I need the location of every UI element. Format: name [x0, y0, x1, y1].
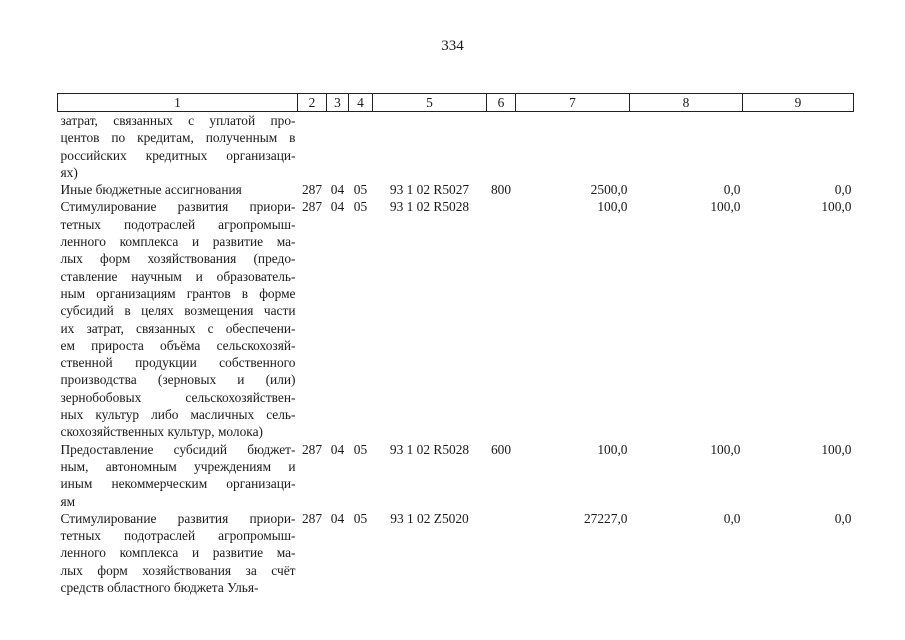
subsection-code: 05 [353, 199, 368, 215]
amount-col-8: 100,0 [710, 199, 741, 215]
header-col-8: 8 [630, 94, 743, 112]
subsection-code: 05 [353, 441, 368, 457]
row-name-cell [58, 510, 298, 596]
row-name-line: российских кредитных организаци- [60, 147, 296, 163]
row-name-line: ленного комплекса и развитие ма- [60, 234, 296, 250]
target-article-code: 93 1 02 R5028 [389, 199, 470, 215]
header-col-2: 2 [298, 94, 327, 112]
row-name-line: Предоставление субсидий бюджет- [60, 441, 296, 457]
row-name-cell [58, 181, 298, 198]
row-name-line: Иные бюджетные ассигнования [60, 182, 242, 198]
budget-table [57, 93, 854, 596]
header-col-9: 9 [743, 94, 854, 112]
row-name-line: лых форм хозяйствования за счёт [60, 562, 296, 578]
ministry-code [298, 112, 327, 182]
table-row [58, 441, 854, 510]
table-body [58, 112, 854, 597]
header-col-3: 3 [327, 94, 349, 112]
target-article-code [373, 112, 487, 182]
row-name-line: производства (зерновых и (или) [60, 372, 296, 388]
header-col-1: 1 [58, 94, 298, 112]
amount-col-7: 27227,0 [583, 510, 628, 526]
header-col-4: 4 [349, 94, 373, 112]
ministry-code: 287 [301, 441, 323, 457]
row-name-line: ным организациям грантов в форме [60, 285, 296, 301]
row-name-line: тетных подотраслей агропромыш- [60, 216, 296, 232]
row-name-line: центов по кредитам, полученным в [60, 130, 296, 146]
row-name-line: зернобобовых сельскохозяйствен- [60, 389, 296, 405]
target-article-code: 93 1 02 R5027 [389, 182, 470, 198]
row-name-line: иным некоммерческим организаци- [60, 476, 296, 492]
header-col-6: 6 [487, 94, 516, 112]
amount-col-8: 0,0 [723, 182, 741, 198]
header-col-7: 7 [516, 94, 630, 112]
row-name-line: ленного комплекса и развитие ма- [60, 545, 296, 561]
amount-col-7: 2500,0 [590, 182, 628, 198]
row-name-line: ям [60, 493, 76, 509]
expense-type-code [487, 112, 516, 182]
row-name-line: ставление научным и образователь- [60, 268, 296, 284]
row-name-line: ных культур либо масличных сель- [60, 407, 296, 423]
row-name-line: Стимулирование развития приори- [60, 510, 296, 526]
table-header [58, 94, 854, 112]
row-name-line: ным, автономным учреждениям и [60, 458, 296, 474]
section-code: 04 [330, 199, 345, 215]
expense-type-code: 800 [490, 182, 512, 198]
row-name-cell [58, 112, 298, 182]
amount-col-8: 0,0 [723, 510, 741, 526]
ministry-code: 287 [301, 182, 323, 198]
row-name-line: ственной продукции собственного [60, 355, 296, 371]
row-name-line: ем прироста объёма сельскохозяй- [60, 337, 296, 353]
amount-col-9: 0,0 [834, 182, 852, 198]
section-code [327, 112, 349, 182]
header-row [58, 94, 854, 112]
page-number: 334 [441, 38, 464, 54]
row-name-line: их затрат, связанных с обеспечени- [60, 320, 296, 336]
section-code: 04 [330, 510, 345, 526]
subsection-code: 05 [353, 510, 368, 526]
expense-type-code: 600 [490, 441, 512, 457]
amount-col-9: 0,0 [834, 510, 852, 526]
row-name-line: субсидий в целях возмещения части [60, 303, 296, 319]
expense-type-code [487, 510, 516, 596]
section-code: 04 [330, 441, 345, 457]
amount-col-9 [743, 112, 854, 182]
amount-col-7: 100,0 [597, 199, 628, 215]
amount-col-8 [630, 112, 743, 182]
row-name-line: средств областного бюджета Улья- [60, 580, 259, 596]
amount-col-8: 100,0 [710, 441, 741, 457]
row-name-line: ях) [60, 164, 78, 180]
table-row [58, 510, 854, 596]
subsection-code: 05 [353, 182, 368, 198]
row-name-cell [58, 441, 298, 510]
ministry-code: 287 [301, 510, 323, 526]
header-col-5: 5 [373, 94, 487, 112]
row-name-line: Стимулирование развития приори- [60, 199, 296, 215]
amount-col-9: 100,0 [821, 199, 852, 215]
ministry-code: 287 [301, 199, 323, 215]
section-code: 04 [330, 182, 345, 198]
table-row [58, 181, 854, 198]
subsection-code [349, 112, 373, 182]
row-name-line: скохозяйственных культур, молока) [60, 424, 264, 440]
amount-col-7: 100,0 [597, 441, 628, 457]
expense-type-code [487, 198, 516, 440]
target-article-code: 93 1 02 Z5020 [390, 510, 469, 526]
row-name-line: затрат, связанных с уплатой про- [60, 113, 296, 128]
target-article-code: 93 1 02 R5028 [389, 441, 470, 457]
amount-col-7 [516, 112, 630, 182]
row-name-line: лых форм хозяйствования (предо- [60, 251, 296, 267]
table-row [58, 112, 854, 182]
row-name-line: тетных подотраслей агропромыш- [60, 528, 296, 544]
amount-col-9: 100,0 [821, 441, 852, 457]
table-row [58, 198, 854, 440]
row-name-cell [58, 198, 298, 440]
